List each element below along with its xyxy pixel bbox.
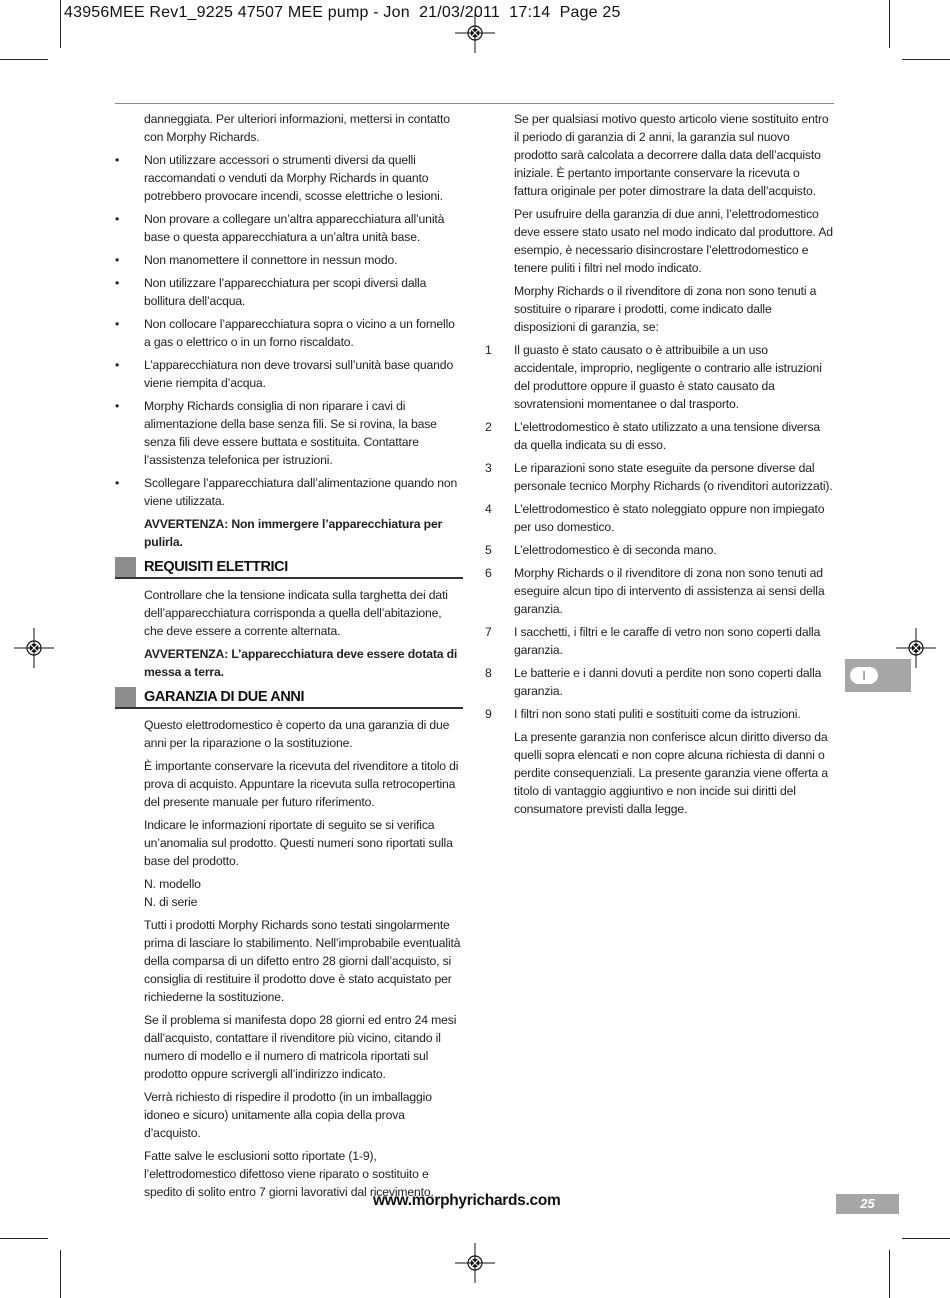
heading-marker — [115, 557, 136, 577]
list-item — [115, 251, 463, 269]
list-item-text: L’apparecchiatura non deve trovarsi sull’unità base quando viene riempita d’acqua. — [144, 358, 454, 390]
guarantee-paragraph: Per usufruire della garanzia di due anni, l’elettrodomestico deve essere stato usato nel modo indicato dal produttore. Ad esempio, è necessario disincrostare l’elettrodomestico e tenere puliti i filtri nel modo indicato. — [514, 207, 833, 275]
bullet-icon: • — [115, 358, 120, 372]
crop-mark — [60, 1250, 61, 1298]
section-heading-guarantee — [115, 687, 463, 709]
exclusion-item — [485, 541, 834, 559]
exclusion-item — [485, 500, 834, 536]
list-item — [115, 210, 463, 246]
bullet-icon: • — [115, 317, 120, 331]
section-heading-electrical — [115, 557, 463, 579]
exclusion-item — [485, 664, 834, 700]
list-item — [115, 274, 463, 310]
exclusion-text: Il guasto è stato causato o è attribuibile a un uso accidentale, improprio, negligente o contrario alle istruzioni del produttore oppure il guasto è stato causato da sovratensioni momentanee o dal trasporto. — [514, 343, 822, 411]
list-item-text: Morphy Richards consiglia di non riparare i cavi di alimentazione della base senza fili. Se si rovina, la base senza fili deve essere buttata e sostituita. Contattare l’assistenza telefonica per istruzioni. — [144, 399, 437, 467]
exclusion-text: Le riparazioni sono state eseguite da persone diverse dal personale tecnico Morphy Richards (o rivenditori autorizzati). — [514, 461, 833, 493]
list-item-text: Non utilizzare l’apparecchiatura per scopi diversi dalla bollitura dell’acqua. — [144, 276, 427, 308]
exclusion-text: I filtri non sono stati puliti e sostituiti come da istruzioni. — [514, 707, 801, 721]
warning-earthing: AVVERTENZA: L’apparecchiatura deve essere dotata di messa a terra. — [144, 647, 458, 679]
language-tab — [845, 659, 911, 692]
exclusion-item — [485, 418, 834, 454]
list-item — [115, 151, 463, 205]
left-column — [115, 110, 463, 1206]
exclusion-text: L’elettrodomestico è stato noleggiato oppure non impiegato per uso domestico. — [514, 502, 825, 534]
guarantee-paragraph: Morphy Richards o il rivenditore di zona non sono tenuti a sostituire o riparare i prodotti, come indicato dalle disposizioni di garanzia, se: — [514, 284, 817, 334]
exclusion-item — [485, 623, 834, 659]
list-item-text: Non provare a collegare un’altra apparecchiatura all’unità base o questa apparecchiatura a un’altra unità base. — [144, 212, 445, 244]
exclusion-text: Le batterie e i danni dovuti a perdite non sono coperti dalla garanzia. — [514, 666, 822, 698]
exclusion-number: 7 — [485, 625, 492, 639]
bullet-icon: • — [115, 276, 120, 290]
list-item — [115, 356, 463, 392]
exclusion-item — [485, 564, 834, 618]
exclusion-number: 3 — [485, 461, 492, 475]
guarantee-paragraph: È importante conservare la ricevuta del rivenditore a titolo di prova di acquisto. Appuntare la ricevuta sulla retrocopertina del presente manuale per futuro riferimento. — [144, 759, 459, 809]
exclusion-item — [485, 705, 834, 723]
bullet-icon: • — [115, 399, 120, 413]
exclusion-item — [485, 341, 834, 413]
exclusion-text: Morphy Richards o il rivenditore di zona non sono tenuti ad eseguire alcun tipo di intervento di assistenza ai sensi della garanzia. — [514, 566, 825, 616]
list-item-text: Non manomettere il connettore in nessun modo. — [144, 253, 398, 267]
guarantee-paragraph: Se per qualsiasi motivo questo articolo viene sostituito entro il periodo di garanzia di 2 anni, la garanzia sul nuovo prodotto sarà calcolata a decorrere dalla data dell’acquisto iniziale. È pertanto importante conservare la ricevuta o fattura originale per poter dimostrare la data dell’acquisto. — [514, 112, 829, 198]
crop-mark — [902, 1238, 950, 1239]
crop-mark — [889, 1250, 890, 1298]
right-column — [485, 110, 834, 823]
list-item — [115, 315, 463, 351]
bullet-icon: • — [115, 253, 120, 267]
guarantee-paragraph: Questo elettrodomestico è coperto da una garanzia di due anni per la riparazione o la sostituzione. — [144, 718, 450, 750]
section-heading-text: GARANZIA DI DUE ANNI — [144, 689, 305, 705]
exclusion-number: 1 — [485, 343, 492, 357]
website-url: www.morphyrichards.com — [373, 1192, 561, 1209]
registration-mark-icon — [14, 628, 54, 668]
language-code: I — [850, 667, 878, 684]
exclusion-item — [485, 459, 834, 495]
list-item-text: Non collocare l’apparecchiatura sopra o vicino a un fornello a gas o elettrico o in un forno riscaldato. — [144, 317, 455, 349]
serial-number-label: N. di serie — [144, 895, 198, 909]
registration-mark-icon — [455, 13, 495, 53]
exclusion-number: 2 — [485, 420, 492, 434]
crop-mark — [0, 59, 48, 60]
electrical-text: Controllare che la tensione indicata sulla targhetta dei dati dell’apparecchiatura corrisponda a quella dell’abitazione, che deve essere a corrente alternata. — [144, 588, 448, 638]
list-item — [115, 474, 463, 510]
exclusion-number: 4 — [485, 502, 492, 516]
exclusion-number: 9 — [485, 707, 492, 721]
closing-paragraph: La presente garanzia non conferisce alcun diritto diverso da quelli sopra elencati e non copre alcuna richiesta di danni o perdite consequenziali. La presente garanzia viene offerta a titolo di vantaggio aggiuntivo e non incide sui diritti del consumatore previsti dalla legge. — [514, 730, 828, 816]
exclusion-text: L’elettrodomestico è stato utilizzato a una tensione diversa da quella indicata su di esso. — [514, 420, 821, 452]
page-number: 25 — [836, 1194, 899, 1214]
bullet-icon: • — [115, 476, 120, 490]
guarantee-paragraph: Tutti i prodotti Morphy Richards sono testati singolarmente prima di lasciare lo stabilimento. Nell’improbabile eventualità della comparsa di un difetto entro 28 giorni dall’acquisto, si consiglia di restituire il prodotto dove è stato acquistato per richiederne la sostituzione. — [144, 918, 461, 1004]
list-item — [115, 397, 463, 469]
bullet-icon: • — [115, 212, 120, 226]
guarantee-paragraph: Verrà richiesto di rispedire il prodotto (in un imballaggio idoneo e sicuro) unitamente alla copia della prova d’acquisto. — [144, 1090, 432, 1140]
exclusion-number: 6 — [485, 566, 492, 580]
guarantee-paragraph: Fatte salve le esclusioni sotto riportate (1-9), l’elettrodomestico difettoso viene riparato o sostituito e spedito di solito entro 7 giorni lavorativi dal ricevimento. — [144, 1149, 434, 1199]
header-rule — [115, 103, 834, 104]
exclusion-text: L’elettrodomestico è di seconda mano. — [514, 543, 717, 557]
print-slug: 43956MEE Rev1_9225 47507 MEE pump - Jon 21/03/2011 17:14 Page 25 — [64, 4, 621, 21]
crop-mark — [60, 0, 61, 48]
crop-mark — [0, 1238, 48, 1239]
exclusion-number: 8 — [485, 666, 492, 680]
model-number-label: N. modello — [144, 877, 201, 891]
bullet-icon: • — [115, 153, 120, 167]
section-heading-text: REQUISITI ELETTRICI — [144, 559, 288, 575]
list-item-text: Non utilizzare accessori o strumenti diversi da quelli raccomandati o venduti da Morphy Richards in quanto potrebbero provocare incendi, scosse elettriche o lesioni. — [144, 153, 443, 203]
guarantee-paragraph: Se il problema si manifesta dopo 28 giorni ed entro 24 mesi dall’acquisto, contattare il rivenditore più vicino, citando il numero di modello e il numero di matricola riportati sul prodotto oppure scrivergli all’indirizzo indicato. — [144, 1013, 457, 1081]
crop-mark — [889, 0, 890, 48]
list-item-text: Scollegare l’apparecchiatura dall’alimentazione quando non viene utilizzata. — [144, 476, 458, 508]
crop-mark — [902, 59, 950, 60]
guarantee-paragraph: Indicare le informazioni riportate di seguito se si verifica un’anomalia sul prodotto. Questi numeri sono riportati sulla base del prodotto. — [144, 818, 453, 868]
exclusion-text: I sacchetti, i filtri e le caraffe di vetro non sono coperti dalla garanzia. — [514, 625, 821, 657]
registration-mark-icon — [455, 1243, 495, 1283]
exclusion-number: 5 — [485, 543, 492, 557]
warning-immersion: AVVERTENZA: Non immergere l’apparecchiatura per pulirla. — [144, 517, 443, 549]
intro-continuation: danneggiata. Per ulteriori informazioni, mettersi in contatto con Morphy Richards. — [144, 112, 450, 144]
heading-marker — [115, 687, 136, 707]
